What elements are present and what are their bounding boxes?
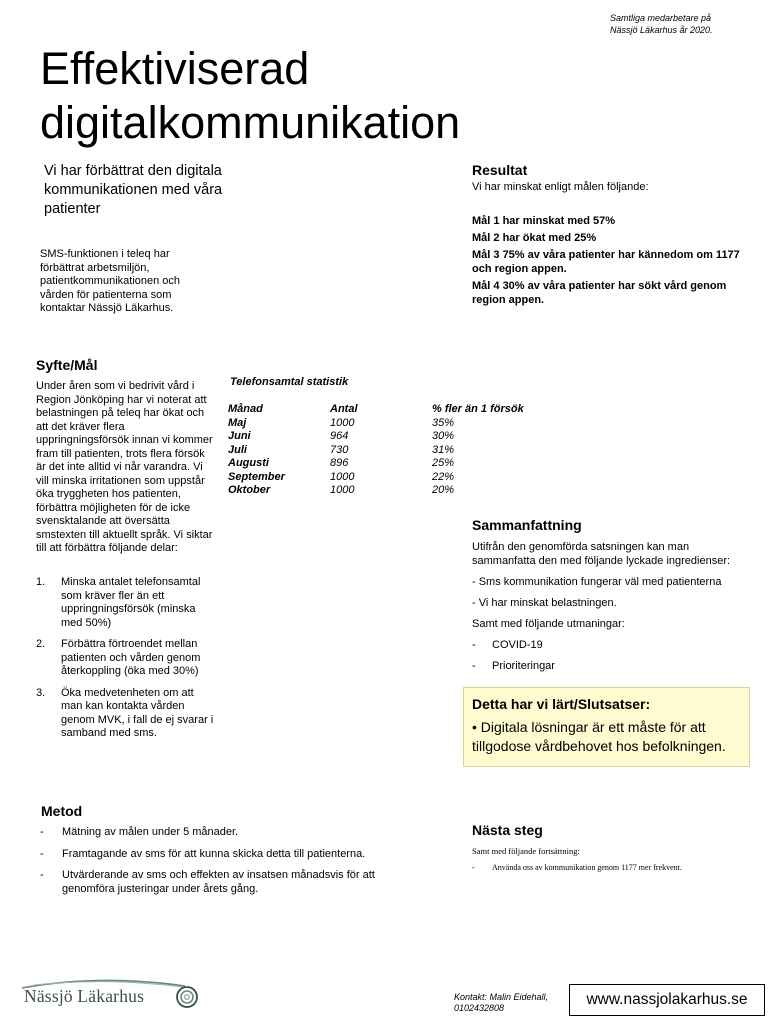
subtitle-line: kommunikationen med våra [44, 182, 223, 198]
month-cell: Augusti [228, 457, 269, 469]
table-row [228, 484, 552, 498]
dash-bullet: - [40, 847, 44, 860]
percent-cell: 35% [432, 416, 455, 429]
challenge-text: COVID-19 [492, 639, 543, 651]
percent-cell: 22% [432, 470, 455, 483]
contact-line: Kontakt: Malin Eidehall, [454, 992, 549, 1002]
contact-info [454, 992, 564, 1014]
resultat-intro: Vi har minskat enligt målen följande: [472, 181, 649, 193]
month-cell: September [228, 470, 285, 483]
metod-heading: Metod [41, 803, 83, 819]
syfte-item-text: Öka medvetenheten om att man kan kontakta vården genom MVK, i fall de ej svarar i samband med sms. [61, 686, 214, 739]
stats-table [228, 403, 552, 498]
page-subtitle [44, 162, 274, 219]
nasta-steg-item [472, 863, 682, 872]
subtitle-line: Vi har förbättrat den digitala [44, 163, 222, 179]
count-cell: 730 [330, 443, 349, 456]
metod-item [40, 826, 390, 840]
percent-cell: 20% [432, 484, 455, 496]
syfte-list [36, 576, 216, 749]
stats-title: Telefonsamtal statistik [230, 376, 349, 388]
stats-header-cell: Månad [228, 403, 263, 415]
resultat-goal: Mål 3 75% av våra patienter har kännedom om 1177 och region appen. [472, 249, 740, 275]
month-cell: Maj [228, 416, 247, 429]
syfte-heading: Syfte/Mål [36, 357, 98, 373]
title-line: digitalkommunikation [40, 97, 461, 148]
corner-note [610, 12, 750, 36]
sammanfattning-heading: Sammanfattning [472, 517, 582, 533]
nassjo-lakarhus-logo [20, 976, 210, 1014]
stats-header-cell: % fler än 1 försök [432, 403, 524, 415]
dash-bullet: - [472, 660, 476, 672]
sammanfattning-success: - Vi har minskat belastningen. [472, 597, 617, 609]
sammanfattning-success: - Sms kommunikation fungerar väl med patienterna [472, 576, 722, 588]
sms-line: vården för patienterna som [40, 288, 172, 301]
metod-item-text: Utvärderande av sms och effekten av insatsen månadsvis för att genomföra justeringar under årets gång. [62, 869, 375, 895]
month-cell: Oktober [228, 484, 271, 496]
page-title [40, 42, 560, 150]
table-row [228, 417, 552, 431]
dash-bullet: - [472, 639, 476, 651]
nasta-steg-heading: Nästa steg [472, 822, 543, 838]
sms-line: kontaktar Nässjö Läkarhus. [40, 302, 174, 314]
resultat-goal: Mål 4 30% av våra patienter har sökt vård genom region appen. [472, 280, 727, 306]
metod-list [40, 826, 390, 904]
title-line: Effektiviserad [40, 43, 310, 94]
resultat-goal: Mål 2 har ökat med 25% [472, 232, 597, 244]
logo-text: Nässjö Läkarhus [24, 986, 145, 1006]
stats-header-cell: Antal [330, 403, 358, 415]
lessons-text: • Digitala lösningar är ett måste för att tillgodose vårdbehovet hos befolkningen. [472, 719, 726, 754]
syfte-item-text: Minska antalet telefonsamtal som kräver fler än ett uppringningsförsök (minska med 50%) [61, 576, 201, 629]
sammanfattning-intro: Utifrån den genomförda satsningen kan man sammanfatta den med följande lyckade ingredienser: [472, 541, 731, 567]
metod-item [40, 848, 390, 862]
syfte-item-text: Förbättra förtroendet mellan patienten och vården genom återkoppling (öka med 30%) [61, 638, 201, 677]
percent-cell: 25% [432, 457, 455, 469]
sammanfattning-body [472, 540, 747, 680]
table-row [228, 471, 552, 485]
syfte-item-number: 3. [36, 686, 46, 699]
website-link[interactable]: www.nassjolakarhus.se [569, 984, 765, 1016]
metod-item [40, 869, 390, 896]
dash-bullet: - [40, 826, 44, 838]
challenge-text: Prioriteringar [492, 660, 555, 672]
sms-description [40, 248, 215, 316]
lessons-learned-box [463, 687, 750, 767]
syfte-item [36, 638, 216, 679]
syfte-item-number: 1. [36, 576, 46, 588]
sms-line: patientkommunikationen och [40, 275, 181, 287]
sms-line: SMS-funktionen i teleq har [40, 248, 170, 260]
syfte-item [36, 576, 216, 630]
table-row [228, 457, 552, 471]
table-row [228, 430, 552, 444]
count-cell: 1000 [330, 470, 355, 483]
corner-note-line: Nässjö Läkarhus år 2020. [610, 25, 713, 35]
sammanfattning-challenge [472, 638, 747, 652]
count-cell: 964 [330, 430, 349, 442]
stats-header-row [228, 403, 552, 417]
dash-bullet: - [40, 869, 44, 881]
dash-bullet: - [472, 863, 475, 872]
subtitle-line: patienter [44, 201, 101, 217]
syfte-paragraph: Under åren som vi bedrivit vård i Region Jönköping har vi noterat att belastningen på teleq har ökat och att det kräver flera uppringningsförsök innan vi kommer fram till patienten, trots flera försök är det inte alltid vi når varandra. Vi vill minska irritationen som uppstår öka tryggheten hos patienten, förbättra möjligheten för de icke svensktalande att översätta smstexten till aktuellt språk. Vi siktar till att förbättra följande delar: [36, 380, 213, 554]
percent-cell: 31% [432, 443, 455, 456]
month-cell: Juni [228, 430, 251, 442]
sammanfattning-challenge [472, 659, 747, 673]
count-cell: 896 [330, 457, 349, 469]
count-cell: 1000 [330, 484, 355, 496]
sammanfattning-challenges-intro: Samt med följande utmaningar: [472, 618, 625, 630]
percent-cell: 30% [432, 430, 455, 442]
syfte-item-number: 2. [36, 638, 46, 650]
resultat-heading: Resultat [472, 162, 528, 178]
lessons-heading: Detta har vi lärt/Slutsatser: [472, 696, 651, 712]
resultat-goal-list [472, 214, 747, 310]
metod-item-text: Mätning av målen under 5 månader. [62, 826, 239, 838]
contact-line: 0102432808 [454, 1003, 505, 1013]
corner-note-line: Samtliga medarbetare på [610, 13, 712, 23]
nasta-steg-intro: Samt med följande fortsättning: [472, 846, 580, 856]
month-cell: Juli [228, 443, 247, 456]
resultat-goal: Mål 1 har minskat med 57% [472, 215, 616, 227]
count-cell: 1000 [330, 416, 355, 429]
syfte-item [36, 687, 216, 741]
sms-line: förbättrat arbetsmiljön, [40, 261, 150, 274]
table-row [228, 444, 552, 458]
metod-item-text: Framtagande av sms för att kunna skicka detta till patienterna. [62, 847, 366, 860]
nasta-steg-item-text: Använda oss av kommunikation genom 1177 mer frekvent. [492, 863, 682, 872]
